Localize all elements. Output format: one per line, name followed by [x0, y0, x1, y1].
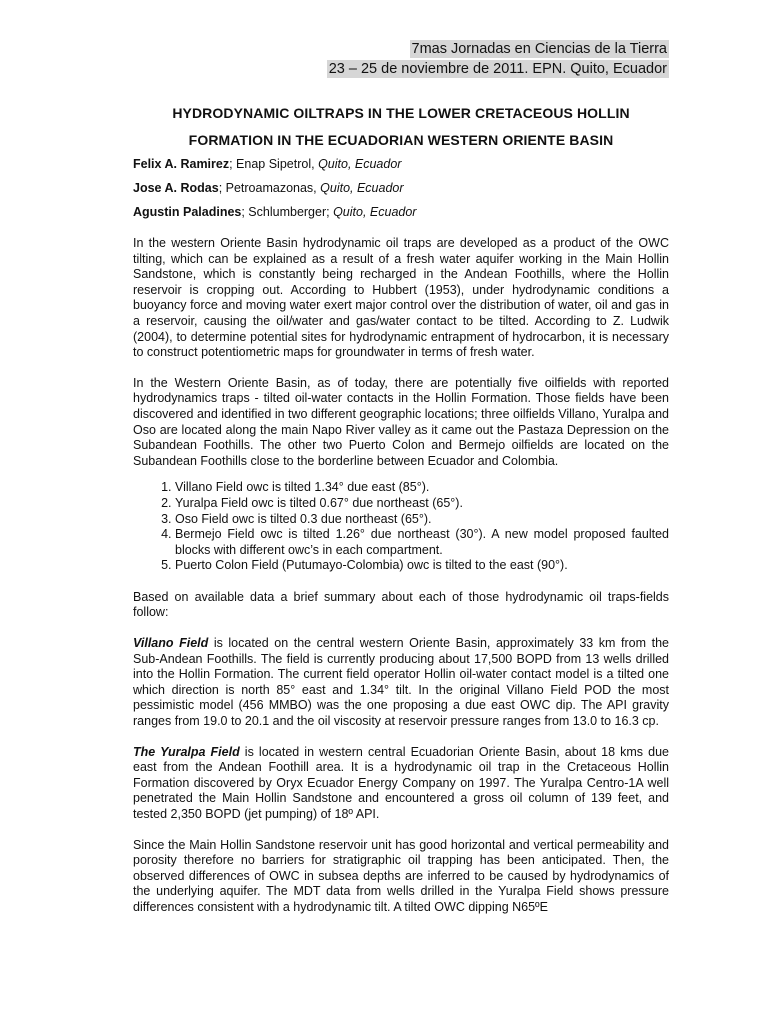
list-item: 5. Puerto Colon Field (Putumayo-Colombia) owc is tilted to the east (90°). — [175, 558, 669, 574]
conference-name: 7mas Jornadas en Ciencias de la Tierra — [411, 41, 667, 57]
title-line-1: HYDRODYNAMIC OILTRAPS IN THE LOWER CRETACEOUS HOLLIN — [172, 105, 630, 121]
summary-intro-paragraph: Based on available data a brief summary about each of those hydrodynamic oil traps-fields follow: — [133, 589, 669, 620]
oilfields-paragraph: In the Western Oriente Basin, as of today, there are potentially five oilfields with reported hydrodynamics traps - tilted oil-water contacts in the Hollin Formation. Those fields have been discovered and identified in two different geographic locations; three oilfields Villano, Yuralpa and Oso are located along the main Napo River valley as it came out the Pastaza Depression on the Subandean Foothills. The other two Puerto Colon and Bermejo oilfields are located on the Subandean Foothills close to the borderline between Ecuador and Colombia. — [133, 375, 669, 468]
permeability-paragraph: Since the Main Hollin Sandstone reservoir unit has good horizontal and vertical permeability and porosity therefore no barriers for stratigraphic oil trapping has been anticipated. Then, the observed differences of OWC in subsea depths are inferred to be caused by hydrodynamics of the underlying aquifer. The MDT data from wells drilled in the Yuralpa Field shows pressure differences consistent with a hydrodynamic tilt. A tilted OWC dipping N65ºE — [133, 837, 669, 914]
yuralpa-text: is located in western central Ecuadorian Oriente Basin, about 18 kms due east from the Andean Foothill area. It is a hydrodynamic oil trap in the Cretaceous Hollin Formation discovered by Oryx Ecuador Energy Company on 1997. The Yuralpa Centro-1A well penetrated the Main Hollin Sandstone and encountered a gross oil column of 139 feet, and tested 2,350 BOPD (jet pumping) of 18º API. — [133, 744, 669, 821]
intro-paragraph: In the western Oriente Basin hydrodynamic oil traps are developed as a product of the OWC tilting, which can be explained as a result of a fresh water aquifer working in the Main Hollin Sandstone, which is constantly being recharged in the Andean Foothills, where the Hollin reservoir is cropping out. According to Hubbert (1953), under hydrodynamic conditions a buoyancy force and moving water exert major control over the distribution of water, oil and gas in a reservoir, causing the oil/water and gas/water contact to be tilted. According to Z. Ludwik (2004), to determine potential sites for hydrodynamic entrapment of hydrocarbon, it is necessary to construct potentiometric maps for groundwater in terms of fresh water. — [133, 236, 669, 360]
villano-field-heading: Villano Field — [133, 636, 209, 651]
paper-body — [133, 236, 669, 931]
paper-title — [133, 100, 669, 154]
conference-header — [327, 40, 669, 80]
list-item: 4. Bermejo Field owc is tilted 1.26° due northeast (30°). A new model proposed faulted blocks with different owc’s in each compartment. — [175, 527, 669, 558]
title-line-2: FORMATION IN THE ECUADORIAN WESTERN ORIENTE BASIN — [188, 132, 614, 148]
villano-paragraph — [133, 636, 669, 730]
author-affiliation: ; Enap Sipetrol, — [229, 157, 319, 171]
author-name: Jose A. Rodas — [133, 181, 219, 195]
author-location: Quito, Ecuador — [318, 157, 402, 171]
author-affiliation: ; Schlumberger; — [241, 205, 334, 219]
list-item: 2. Yuralpa Field owc is tilted 0.67° due northeast (65°). — [175, 496, 669, 512]
list-item: 1. Villano Field owc is tilted 1.34° due east (85°). — [175, 480, 669, 496]
villano-text: is located on the central western Oriente Basin, approximately 33 km from the Sub-Andean Foothills. The field is currently producing about 17,500 BOPD from 13 wells drilled into the Hollin Formation. The current field operator Hollin oil-water contact model is a tilted one which direction is north 85° east and 1.34° tilt. In the original Villano Field POD the most pessimistic model (456 MMBO) was the one proposing a due east OWC dip. The API gravity ranges from 19.0 to 20.1 and the oil viscosity at reservoir pressure ranges from 13.0 to 16.3 cp. — [133, 636, 669, 729]
author-entry — [133, 176, 416, 200]
conference-date-location: 23 – 25 de noviembre de 2011. EPN. Quito, Ecuador — [328, 61, 667, 77]
field-tilt-list — [133, 480, 669, 574]
list-item: 3. Oso Field owc is tilted 0.3 due northeast (65°). — [175, 512, 669, 528]
author-name: Agustin Paladines — [133, 205, 242, 219]
author-location: Quito, Ecuador — [320, 181, 404, 195]
author-location: Quito, Ecuador — [333, 205, 417, 219]
yuralpa-paragraph — [133, 745, 669, 823]
author-entry — [133, 200, 416, 224]
author-entry — [133, 152, 416, 176]
author-name: Felix A. Ramirez — [133, 157, 230, 171]
author-list — [133, 152, 416, 224]
author-affiliation: ; Petroamazonas, — [218, 181, 321, 195]
yuralpa-field-heading: The Yuralpa Field — [133, 744, 240, 759]
